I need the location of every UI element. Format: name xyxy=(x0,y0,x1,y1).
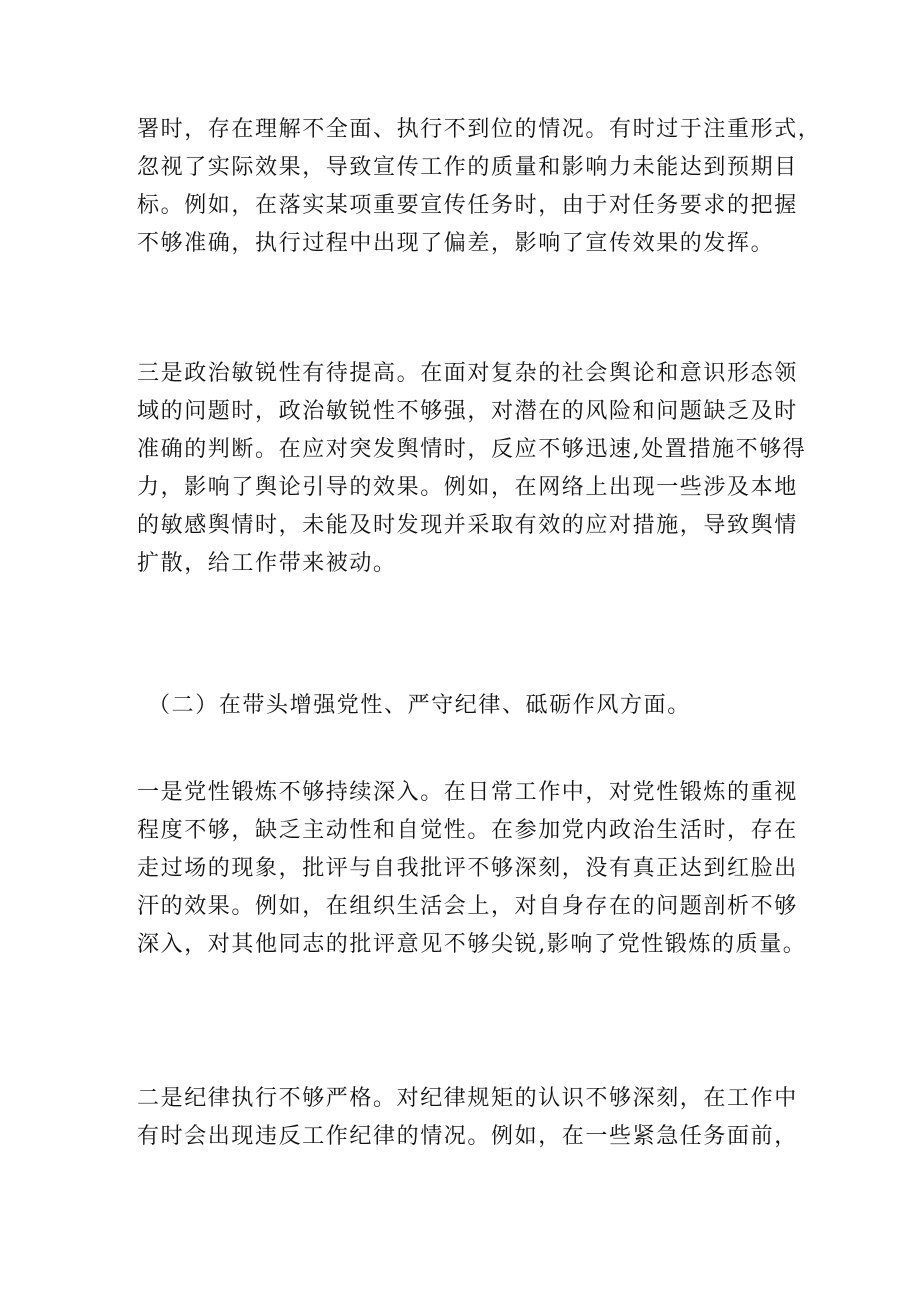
text-line: 深入，对其他同志的批评意见不够尖锐,影响了党性锻炼的质量。 xyxy=(137,932,807,957)
paragraph-political-sensitivity xyxy=(137,355,807,583)
text-line: 的敏感舆情时，未能及时发现并采取有效的应对措施，导致舆情 xyxy=(137,513,798,538)
text-line: 有时会出现违反工作纪律的情况。例如，在一些紧急任务面前， xyxy=(137,1124,798,1149)
text-line: 署时，存在理解不全面、执行不到位的情况。有时过于注重形式， xyxy=(137,117,822,142)
text-line: 三是政治敏锐性有待提高。在面对复杂的社会舆论和意识形态领 xyxy=(137,361,798,386)
text-line: 汗的效果。例如，在组织生活会上，对自身存在的问题剖析不够 xyxy=(137,894,798,919)
section-heading xyxy=(148,687,808,725)
heading-line: （二）在带头增强党性、严守纪律、砥砺作风方面。 xyxy=(148,693,691,718)
text-line: 力，影响了舆论引导的效果。例如，在网络上出现一些涉及本地 xyxy=(137,475,798,500)
text-line: 忽视了实际效果，导致宣传工作的质量和影响力未能达到预期目 xyxy=(137,155,798,180)
text-line: 二是纪律执行不够严格。对纪律规矩的认识不够深刻，在工作中 xyxy=(137,1086,798,1111)
text-line: 准确的判断。在应对突发舆情时，反应不够迅速,处置措施不够得 xyxy=(137,437,807,462)
text-line: 走过场的现象，批评与自我批评不够深刻，没有真正达到红脸出 xyxy=(137,856,798,881)
text-line: 程度不够，缺乏主动性和自觉性。在参加党内政治生活时，存在 xyxy=(137,818,798,843)
text-line: 扩散，给工作带来被动。 xyxy=(137,551,397,576)
paragraph-party-spirit xyxy=(137,774,807,964)
text-line: 不够准确，执行过程中出现了偏差，影响了宣传效果的发挥。 xyxy=(137,231,775,256)
text-line: 标。例如，在落实某项重要宣传任务时，由于对任务要求的把握 xyxy=(137,193,798,218)
paragraph-discipline xyxy=(137,1080,797,1156)
paragraph-publicity-execution xyxy=(137,111,822,263)
text-line: 一是党性锻炼不够持续深入。在日常工作中，对党性锻炼的重视 xyxy=(137,780,798,805)
text-line: 域的问题时，政治敏锐性不够强，对潜在的风险和问题缺乏及时 xyxy=(137,399,798,424)
